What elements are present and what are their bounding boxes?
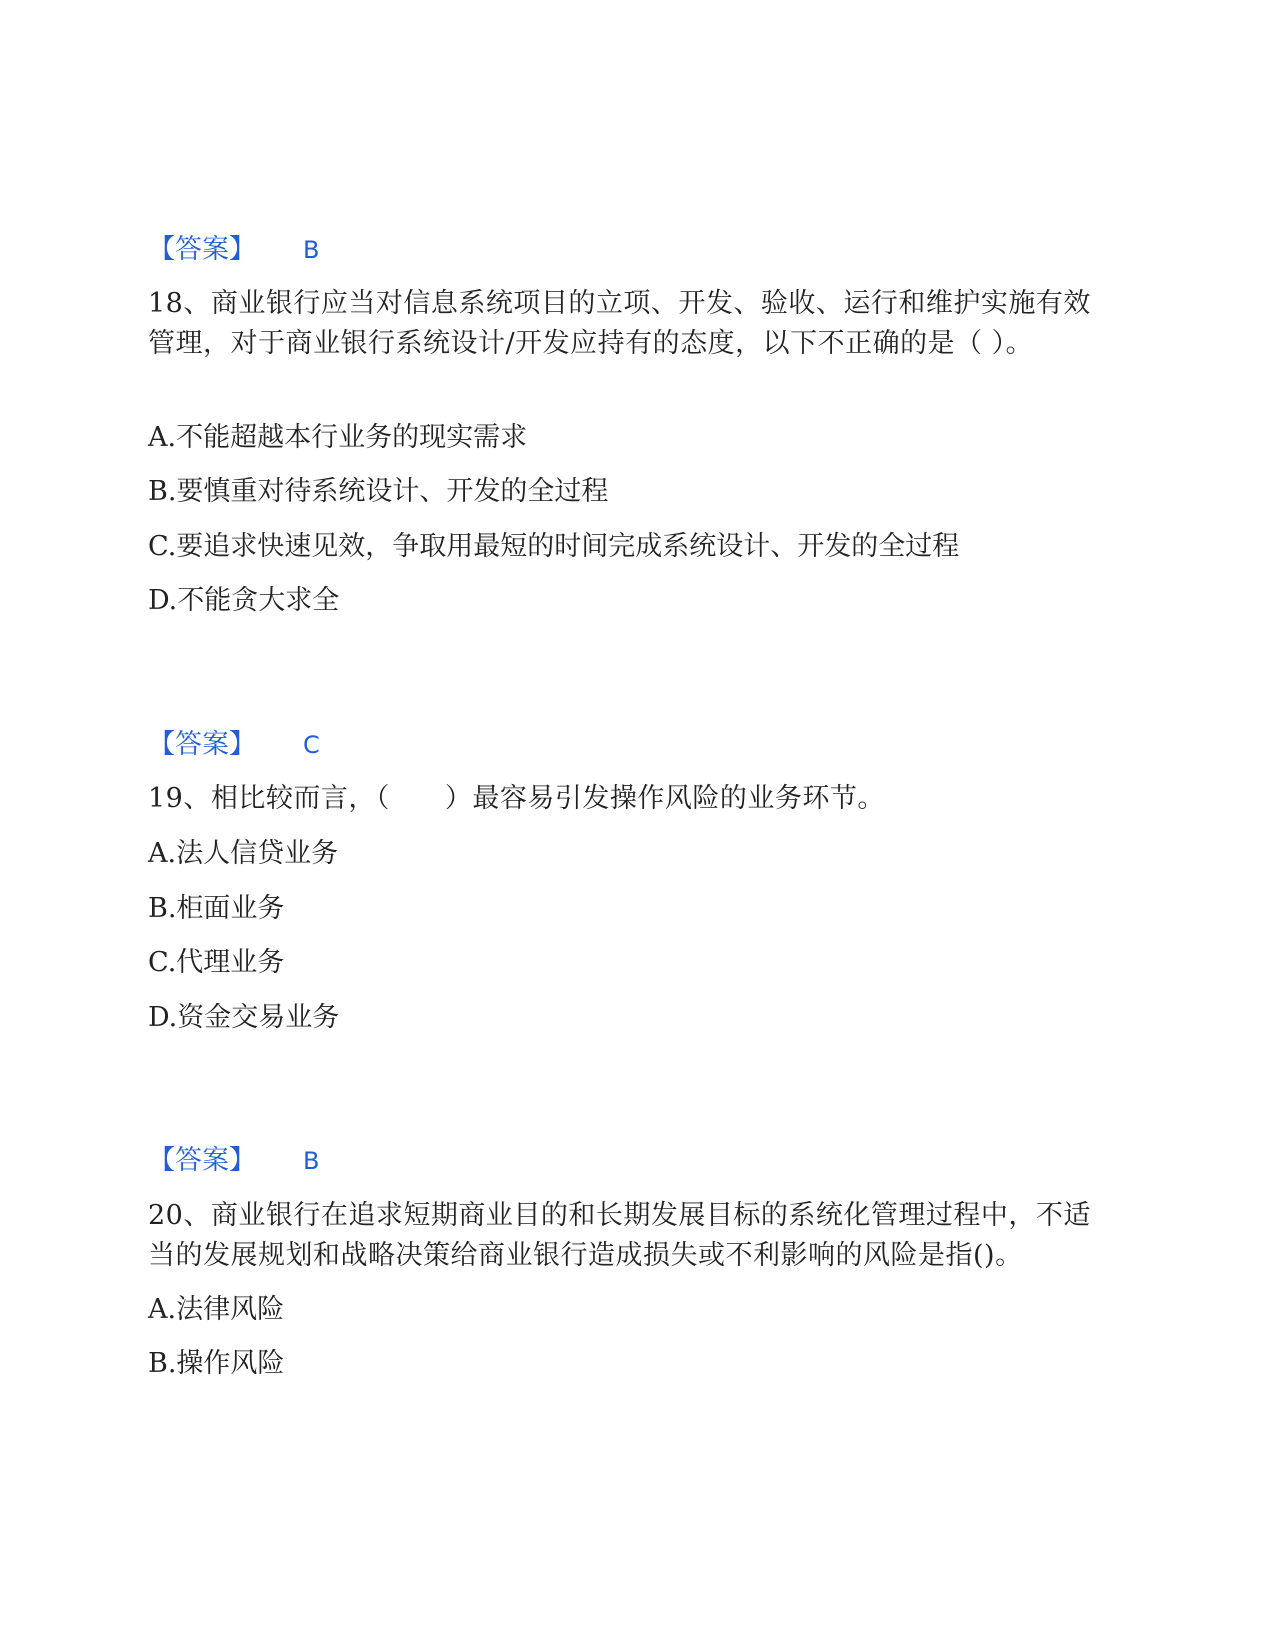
- answer-value: C: [303, 731, 320, 759]
- question-18-option-c: C.要追求快速见效，争取用最短的时间完成系统设计、开发的全过程: [148, 531, 960, 562]
- question-20-option-a: A.法律风险: [148, 1294, 285, 1325]
- question-18: 18、商业银行应当对信息系统项目的立项、开发、验收、运行和维护实施有效管理，对于商业银行系统设计/开发应持有的态度，以下不正确的是（ ）。: [148, 288, 1091, 359]
- question-19-option-b: B.柜面业务: [148, 893, 285, 924]
- question-20-option-b: B.操作风险: [148, 1348, 285, 1379]
- question-18-option-a: A.不能超越本行业务的现实需求: [148, 422, 528, 453]
- answer-row: [148, 725, 1108, 765]
- answer-label: 【答案】: [148, 729, 256, 760]
- answer-row: [148, 230, 1108, 270]
- answer-label: 【答案】: [148, 234, 256, 265]
- question-18-option-d: D.不能贪大求全: [148, 585, 340, 616]
- question-19-option-a: A.法人信贷业务: [148, 838, 339, 869]
- question-19-option-c: C.代理业务: [148, 947, 285, 978]
- answer-value: B: [303, 236, 320, 264]
- answer-row: [148, 1141, 1108, 1181]
- answer-label: 【答案】: [148, 1145, 256, 1176]
- question-19-option-d: D.资金交易业务: [148, 1002, 340, 1033]
- answer-value: B: [303, 1147, 320, 1175]
- question-19: 19、相比较而言，（ ）最容易引发操作风险的业务环节。: [148, 783, 885, 814]
- question-20: 20、商业银行在追求短期商业目的和长期发展目标的系统化管理过程中，不适当的发展规划和战略决策给商业银行造成损失或不利影响的风险是指()。: [148, 1200, 1091, 1271]
- question-18-option-b: B.要慎重对待系统设计、开发的全过程: [148, 476, 609, 507]
